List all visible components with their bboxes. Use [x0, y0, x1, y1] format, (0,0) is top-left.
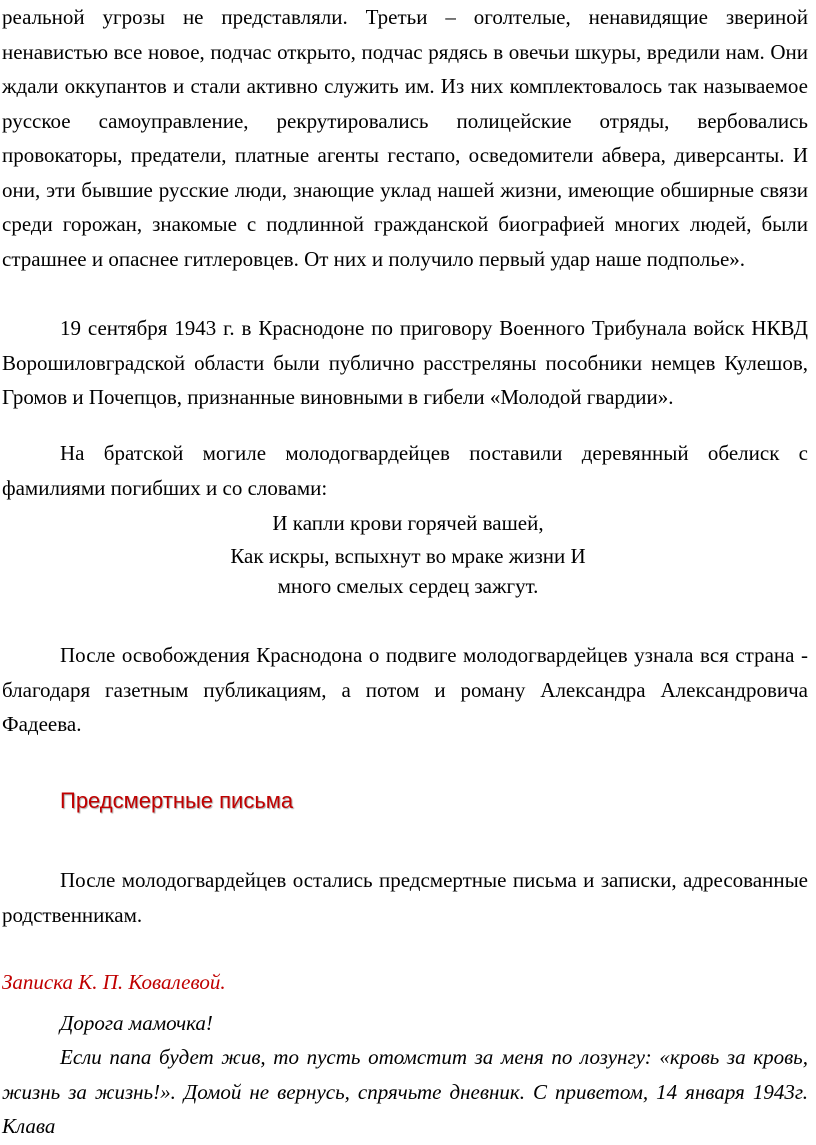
paragraph-4: После освобождения Краснодона о подвиге молодогвардейцев узнала вся страна - благодаря газетным публикациям, а потом и роману Александра Александровича Фадеева.	[2, 643, 808, 736]
note-greeting: Дорога мамочка!	[60, 1011, 213, 1035]
poem-line-1: И капли крови горячей вашей,	[272, 511, 544, 535]
note-title: Записка К. П. Ковалевой.	[2, 970, 226, 994]
poem-line-3: много смелых сердец зажгут.	[277, 574, 539, 598]
poem-block	[0, 506, 816, 600]
poem-line-2: Как искры, вспыхнут во мраке жизни И	[230, 544, 586, 568]
paragraph-3: На братской могиле молодогвардейцев поставили деревянный обелиск с фамилиями погибших и со словами:	[2, 441, 808, 500]
note-body: Если папа будет жив, то пусть отомстит за меня по лозунгу: «кровь за кровь, жизнь за жизнь!». Домой не вернусь, спрячьте дневник. С приветом, 14 января 1943г. Клава	[2, 1045, 808, 1138]
paragraph-2: 19 сентября 1943 г. в Краснодоне по приговору Военного Трибунала войск НКВД Ворошиловградской области были публично расстреляны пособники немцев Кулешов, Громов и Почепцов, признанные виновными в гибели «Молодой гвардии».	[2, 316, 808, 409]
paragraph-5: После молодогвардейцев остались предсмертные письма и записки, адресованные родственникам.	[2, 868, 808, 927]
section-heading: Предсмертные письма	[60, 788, 294, 813]
paragraph-1: реальной угрозы не представляли. Третьи – оголтелые, ненавидящие звериной ненавистью все новое, подчас открыто, подчас рядясь в овечьи шкуры, вредили нам. Они ждали оккупантов и стали активно служить им. Из них комплектовалось так называемое русское самоуправление, рекрутировались полицейские отряды, вербовались провокаторы, предатели, платные агенты гестапо, осведомители абвера, диверсанты. И они, эти бывшие русские люди, знающие уклад нашей жизни, имеющие обширные связи среди горожан, знакомые с подлинной гражданской биографией многих людей, были страшнее и опаснее гитлеровцев. От них и получило первый удар наше подполье».	[2, 5, 808, 271]
